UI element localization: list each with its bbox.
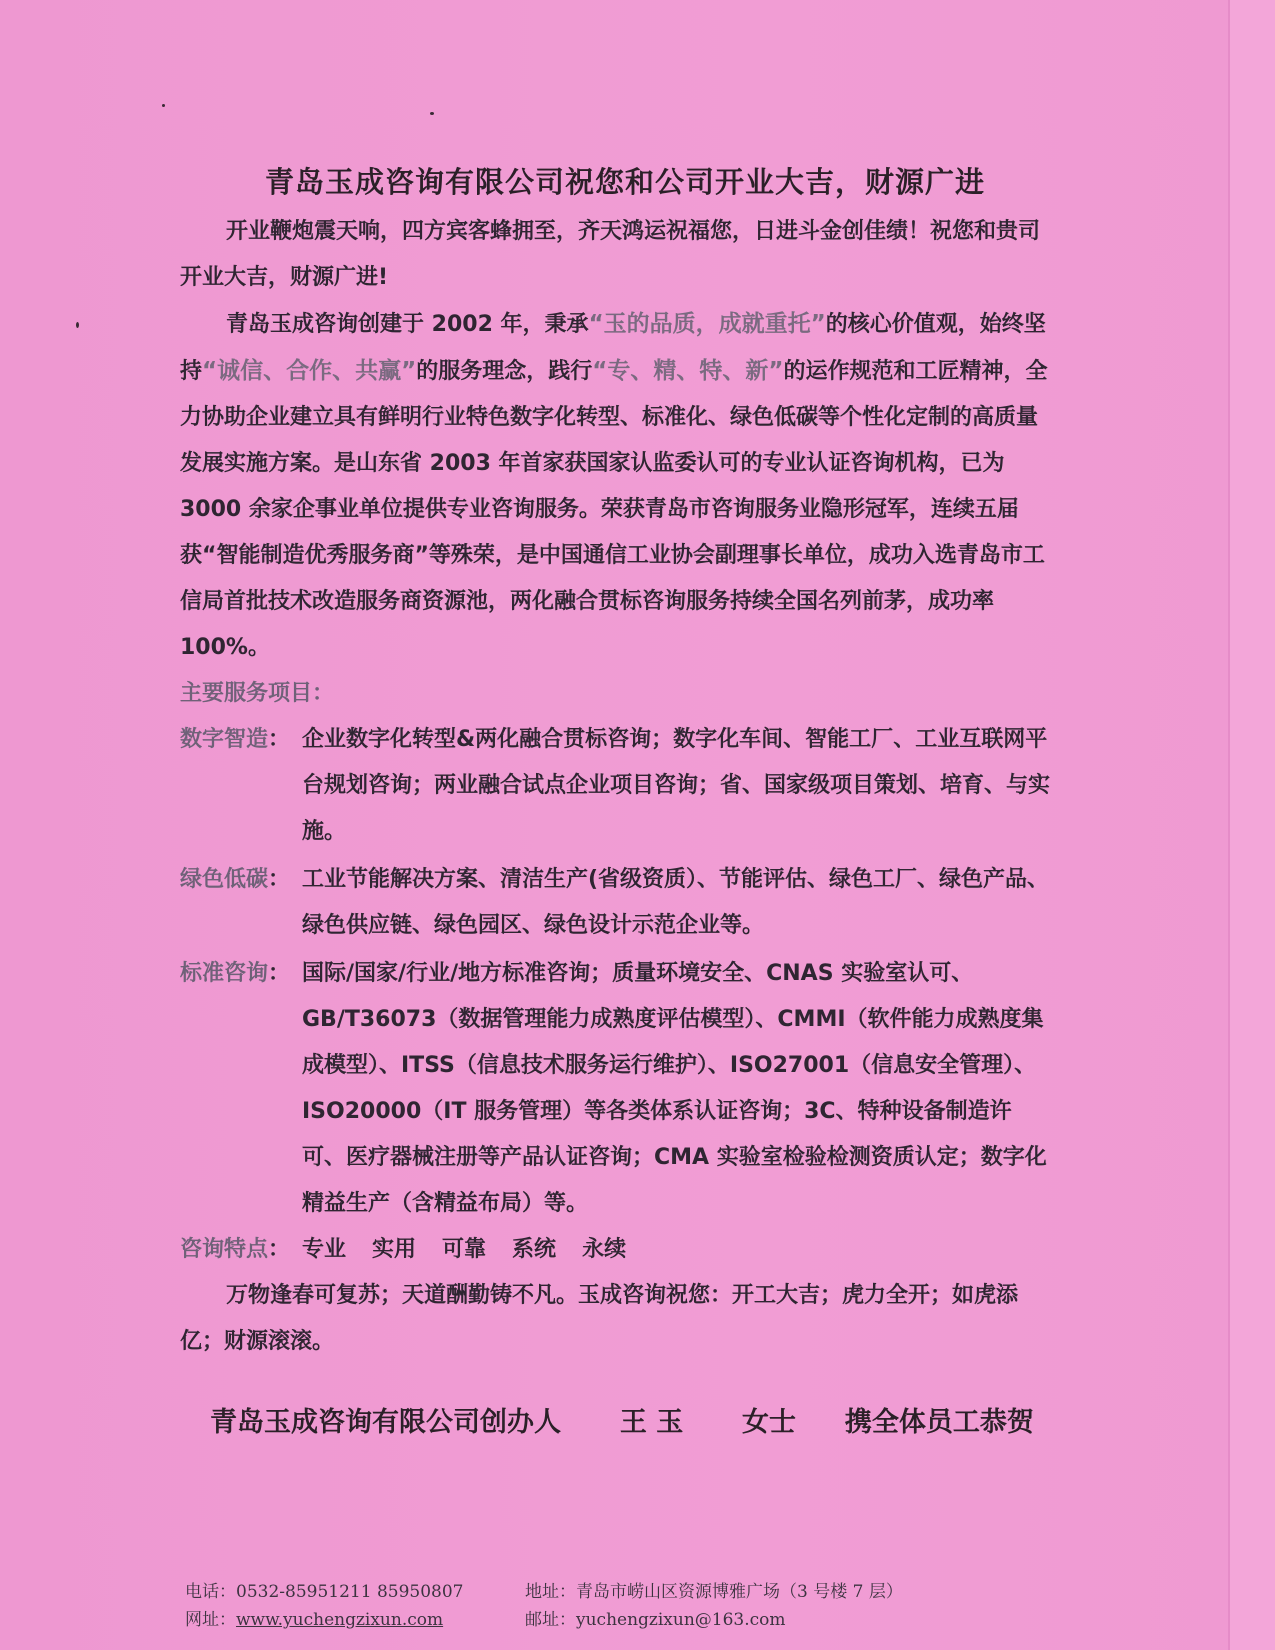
footer-email: 邮址：yuchengzixun@163.com	[525, 1610, 786, 1630]
speck-mark	[430, 112, 434, 115]
paper-edge	[1228, 0, 1275, 1650]
feature-item: 专业	[302, 1237, 347, 1262]
intro-text-2: 的核心价值观，始终坚持	[180, 312, 1046, 384]
service-text: 国际/国家/行业/地方标准咨询；质量环境安全、CNAS 实验室认可、GB/T36073（数据管理能力成熟度评估模型）、CMMI（软件能力成熟度集成模型）、ITSS（信息技术服务运行维护）、ISO27001（信息安全管理）、ISO20000（IT 服务管理）等各类体系认证咨询；3C、特种设备制造许可、医疗器械注册等产品认证咨询；CMA 实验室检验检测资质认定；数字化精益生产（含精益布局）等。	[302, 961, 1047, 1216]
features-row: 咨询特点： 专业 实用 可靠 系统 永续	[180, 1227, 1050, 1273]
intro-highlight-2: “诚信、合作、共赢”	[202, 358, 417, 384]
speck-mark	[76, 322, 79, 328]
service-item: 数字智造： 企业数字化转型&两化融合贯标咨询；数字化车间、智能工厂、工业互联网平台规划咨询；两业融合试点企业项目咨询；省、国家级项目策划、培育、与实施。	[180, 717, 1050, 855]
service-item: 标准咨询： 国际/国家/行业/地方标准咨询；质量环境安全、CNAS 实验室认可、GB/T36073（数据管理能力成熟度评估模型）、CMMI（软件能力成熟度集成模型）、ITSS（信息技术服务运行维护）、ISO27001（信息安全管理）、ISO20000（IT 服务管理）等各类体系认证咨询；3C、特种设备制造许可、医疗器械注册等产品认证咨询；CMA 实验室检验检测资质认定；数字化精益生产（含精益布局）等。	[180, 951, 1050, 1227]
footer-phone: 电话：0532-85951211 85950807	[185, 1582, 464, 1602]
signature-title: 女士	[742, 1407, 797, 1438]
closing-paragraph: 万物逢春可复苏；天道酬勤铸不凡。玉成咨询祝您：开工大吉；虎力全开；如虎添亿；财源滚滚。	[180, 1283, 1019, 1354]
features-label: 咨询特点	[180, 1237, 269, 1262]
service-label: 数字智造	[180, 727, 269, 752]
services-heading: 主要服务项目：	[180, 681, 335, 706]
feature-item: 系统	[512, 1237, 557, 1262]
contact-footer	[185, 1578, 903, 1634]
signature-name: 王 玉	[619, 1407, 684, 1438]
service-text: 工业节能解决方案、清洁生产(省级资质）、节能评估、绿色工厂、绿色产品、绿色供应链、绿色园区、绿色设计示范企业等。	[302, 867, 1050, 938]
footer-address: 地址：青岛市崂山区资源博雅广场（3 号楼 7 层）	[525, 1582, 903, 1602]
signature-company: 青岛玉成咨询有限公司创办人	[210, 1407, 561, 1438]
service-text: 企业数字化转型&两化融合贯标咨询；数字化车间、智能工厂、工业互联网平台规划咨询；两业融合试点企业项目咨询；省、国家级项目策划、培育、与实施。	[302, 727, 1051, 844]
intro-paragraph	[180, 301, 1050, 671]
signature-suffix: 携全体员工恭贺	[844, 1407, 1034, 1438]
feature-item: 实用	[372, 1237, 417, 1262]
greeting-paragraph: 开业鞭炮震天响，四方宾客蜂拥至，齐天鸿运祝福您，日进斗金创佳绩！祝您和贵司开业大吉，财源广进!	[180, 219, 1041, 290]
letter-title: 青岛玉成咨询有限公司祝您和公司开业大吉，财源广进	[264, 165, 985, 199]
service-label: 标准咨询	[180, 961, 269, 986]
service-item: 绿色低碳： 工业节能解决方案、清洁生产(省级资质）、节能评估、绿色工厂、绿色产品、绿色供应链、绿色园区、绿色设计示范企业等。	[180, 857, 1050, 949]
service-label: 绿色低碳	[180, 867, 269, 892]
speck-mark	[162, 104, 165, 107]
footer-website-label: 网址：	[185, 1610, 236, 1630]
feature-item: 永续	[582, 1237, 627, 1262]
intro-highlight-3: “专、精、特、新”	[592, 358, 784, 384]
website-link[interactable]: www.yuchengzixun.com	[236, 1610, 444, 1630]
feature-item: 可靠	[442, 1237, 487, 1262]
intro-highlight-1: “玉的品质，成就重托”	[588, 311, 826, 337]
intro-text-1: 青岛玉成咨询创建于 2002 年，秉承	[226, 312, 589, 337]
letter-body	[180, 160, 1050, 1365]
intro-text-3: 的服务理念，践行	[416, 359, 593, 384]
signature-line	[210, 1400, 1034, 1439]
intro-text-4: 的运作规范和工匠精神，全力协助企业建立具有鲜明行业特色数字化转型、标准化、绿色低碳等个性化定制的高质量发展实施方案。是山东省 2003 年首家获国家认监委认可的专业认证咨询机构，已为 3000 余家企事业单位提供专业咨询服务。荣获青岛市咨询服务业隐形冠军，连续五届获“智能制造优秀服务商”等殊荣，是中国通信工业协会副理事长单位，成功入选青岛市工信局首批技术改造服务商资源池，两化融合贯标咨询服务持续全国名列前茅，成功率 100%。	[180, 359, 1048, 660]
